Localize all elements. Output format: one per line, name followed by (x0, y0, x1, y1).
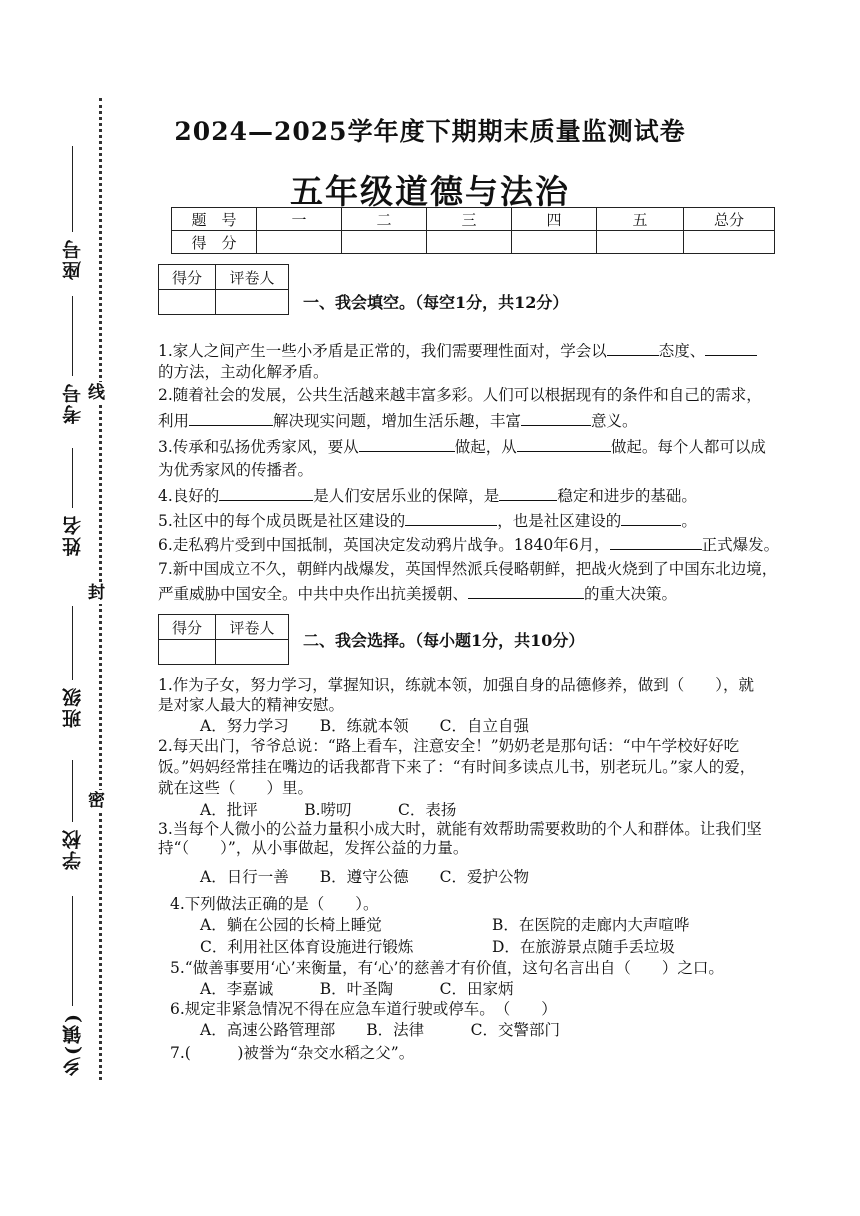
answer-blank[interactable] (610, 533, 702, 550)
seal-mark-feng: 封 (88, 583, 105, 603)
question-text: 严重威胁中国安全。中共中央作出抗美援朝、 (158, 585, 469, 603)
choice-question-4: 4.下列做法正确的是（ ）。 (170, 895, 379, 913)
exam-number-label: 考号 (61, 382, 84, 424)
choice-option-4b: B．在医院的走廊内大声喧哗 (492, 916, 690, 934)
fill-question-3 (158, 435, 790, 458)
question-text: 是人们安居乐业的保障，是 (313, 487, 500, 505)
answer-blank[interactable] (405, 509, 497, 526)
township-field[interactable] (58, 896, 86, 1082)
score-table-score-row (172, 231, 775, 254)
score-table-cell: 五 (597, 208, 684, 231)
school-field[interactable] (58, 760, 86, 876)
score-table-cell: 总分 (684, 208, 775, 231)
score-table-cell: 得 分 (172, 231, 257, 254)
choice-options-5: A．李嘉诚 B．叶圣陶 C．田家炳 (200, 980, 514, 998)
question-text: 意义。 (591, 412, 638, 430)
fill-question-1-cont (158, 361, 790, 383)
choice-question-3-cont: 持“（ ）”，从小事做起，发挥公益的力量。 (158, 839, 469, 857)
score-input-2[interactable] (342, 231, 427, 254)
fill-question-2-cont (158, 409, 790, 432)
question-text: 。 (681, 512, 697, 530)
choice-option-4d: D．在旅游景点随手丢垃圾 (492, 938, 675, 956)
choice-question-1-cont: 是对家人最大的精神安慰。 (158, 696, 345, 714)
question-text: 态度、 (658, 342, 706, 360)
fill-question-4 (158, 484, 790, 507)
question-text: 做起。每个人都可以成 (610, 438, 766, 456)
township-label: 乡(镇) (61, 1012, 84, 1076)
answer-blank[interactable] (468, 582, 584, 599)
exam-title: 2024—2025学年度下期期末质量监测试卷 (174, 117, 686, 146)
choice-question-6: 6.规定非紧急情况不得在应急车道行驶或停车。 （ ） (170, 1000, 557, 1018)
grader-box-1 (158, 264, 289, 315)
score-table-cell: 一 (257, 208, 342, 231)
question-text: 6.走私鸦片受到中国抵制，英国决定发动鸦片战争。1840年6月， (158, 536, 610, 554)
question-text: 3.传承和弘扬优秀家风，要从 (158, 438, 359, 456)
answer-blank[interactable] (499, 484, 557, 501)
grader-box-2 (158, 614, 289, 665)
question-text: 的方法，主动化解矛盾。 (158, 363, 329, 381)
answer-blank[interactable] (517, 435, 611, 452)
score-input-3[interactable] (427, 231, 512, 254)
score-input-5[interactable] (597, 231, 684, 254)
section-1-heading: 一、我会填空。（每空1分，共12分） (303, 293, 569, 312)
exam-number-field[interactable] (58, 296, 86, 430)
fill-question-6 (158, 533, 790, 556)
seat-number-label: 座号 (61, 238, 84, 280)
grader-score-input[interactable] (159, 290, 216, 315)
score-table-cell: 四 (512, 208, 597, 231)
question-text: 做起，从 (454, 438, 517, 456)
fill-question-7-cont (158, 582, 790, 605)
question-text: 7.新中国成立不久，朝鲜内战爆发，英国悍然派兵侵略朝鲜，把战火烧到了中国东北边境， (158, 560, 778, 578)
section-2-heading: 二、我会选择。（每小题1分，共10分） (303, 631, 585, 650)
grader-name-label: 评卷人 (216, 265, 289, 290)
fill-question-1 (158, 339, 790, 362)
fill-question-3-cont (158, 459, 790, 481)
question-text: 解决现实问题，增加生活乐趣，丰富 (273, 412, 522, 430)
choice-question-1: 1.作为子女，努力学习，掌握知识，练就本领，加强自身的品德修养，做到（ ），就 (158, 676, 755, 694)
school-label: 学校 (61, 828, 84, 870)
question-text: 正式爆发。 (701, 536, 780, 554)
class-label: 班级 (61, 686, 84, 728)
score-table-cell: 二 (342, 208, 427, 231)
question-text: 5.社区中的每个成员既是社区建设的 (158, 512, 406, 530)
answer-blank[interactable] (359, 435, 455, 452)
question-text: ，也是社区建设的 (497, 512, 622, 530)
score-input-4[interactable] (512, 231, 597, 254)
seal-mark-line: 线 (88, 383, 105, 403)
question-text: 1.家人之间产生一些小矛盾是正常的，我们需要理性面对，学会以 (158, 342, 607, 360)
answer-blank[interactable] (189, 409, 273, 426)
fill-question-7 (158, 558, 790, 580)
exam-subtitle: 五年级道德与法治 (290, 172, 570, 211)
answer-blank[interactable] (621, 509, 681, 526)
question-text: 2.随着社会的发展，公共生活越来越丰富多彩。人们可以根据现有的条件和自己的需求， (158, 386, 762, 404)
score-input-total[interactable] (684, 231, 775, 254)
answer-blank[interactable] (607, 339, 659, 356)
seal-mark-mi: 密 (88, 791, 105, 811)
choice-option-4a: A．躺在公园的长椅上睡觉 (200, 916, 382, 934)
choice-question-2: 2.每天出门，爷爷总说：“路上看车，注意安全！”奶奶老是那句话：“中午学校好好吃 (158, 737, 740, 755)
choice-options-2: A．批评 B.唠叨 C．表扬 (200, 801, 457, 819)
choice-options-3: A．日行一善 B．遵守公德 C．爱护公物 (200, 868, 529, 886)
choice-question-7: 7.( )被誉为“杂交水稻之父”。 (170, 1044, 415, 1062)
class-field[interactable] (58, 606, 86, 734)
answer-blank[interactable] (705, 339, 757, 356)
score-table (171, 207, 775, 254)
question-text: 的重大决策。 (584, 585, 678, 603)
question-text: 稳定和进步的基础。 (557, 487, 697, 505)
score-table-header-row (172, 208, 775, 231)
question-text: 4.良好的 (158, 487, 220, 505)
question-text: 为优秀家风的传播者。 (158, 461, 314, 479)
grader-name-label: 评卷人 (216, 615, 289, 640)
name-field[interactable] (58, 448, 86, 562)
choice-question-3: 3.当每个人微小的公益力量积小成大时，就能有效帮助需要救助的个人和群体。让我们坚 (158, 820, 762, 838)
grader-score-label: 得分 (159, 265, 216, 290)
choice-question-2-cont: 就在这些（ ）里。 (158, 779, 314, 797)
choice-options-1: A．努力学习 B．练就本领 C．自立自强 (200, 717, 529, 735)
answer-blank[interactable] (521, 409, 591, 426)
grader-score-label: 得分 (159, 615, 216, 640)
score-table-cell: 题 号 (172, 208, 257, 231)
fill-question-2 (158, 384, 790, 406)
grader-name-input[interactable] (216, 640, 289, 665)
choice-question-2-cont: 饭。”妈妈经常挂在嘴边的话我都背下来了：“有时间多读点儿书，别老玩儿。”家人的爱， (158, 758, 756, 776)
score-table-cell: 三 (427, 208, 512, 231)
name-label: 姓名 (61, 514, 84, 556)
question-text: 利用 (158, 412, 190, 430)
answer-blank[interactable] (219, 484, 313, 501)
grader-score-input[interactable] (159, 640, 216, 665)
choice-option-4c: C．利用社区体育设施进行锻炼 (200, 938, 414, 956)
choice-question-5: 5.“做善事要用‘心’来衡量，有‘心’的慈善才有价值，这句名言出自（ ）之口。 (170, 959, 724, 977)
score-input-1[interactable] (257, 231, 342, 254)
grader-name-input[interactable] (216, 290, 289, 315)
fill-question-5 (158, 509, 790, 532)
choice-options-6: A．高速公路管理部 B．法律 C．交警部门 (200, 1021, 560, 1039)
